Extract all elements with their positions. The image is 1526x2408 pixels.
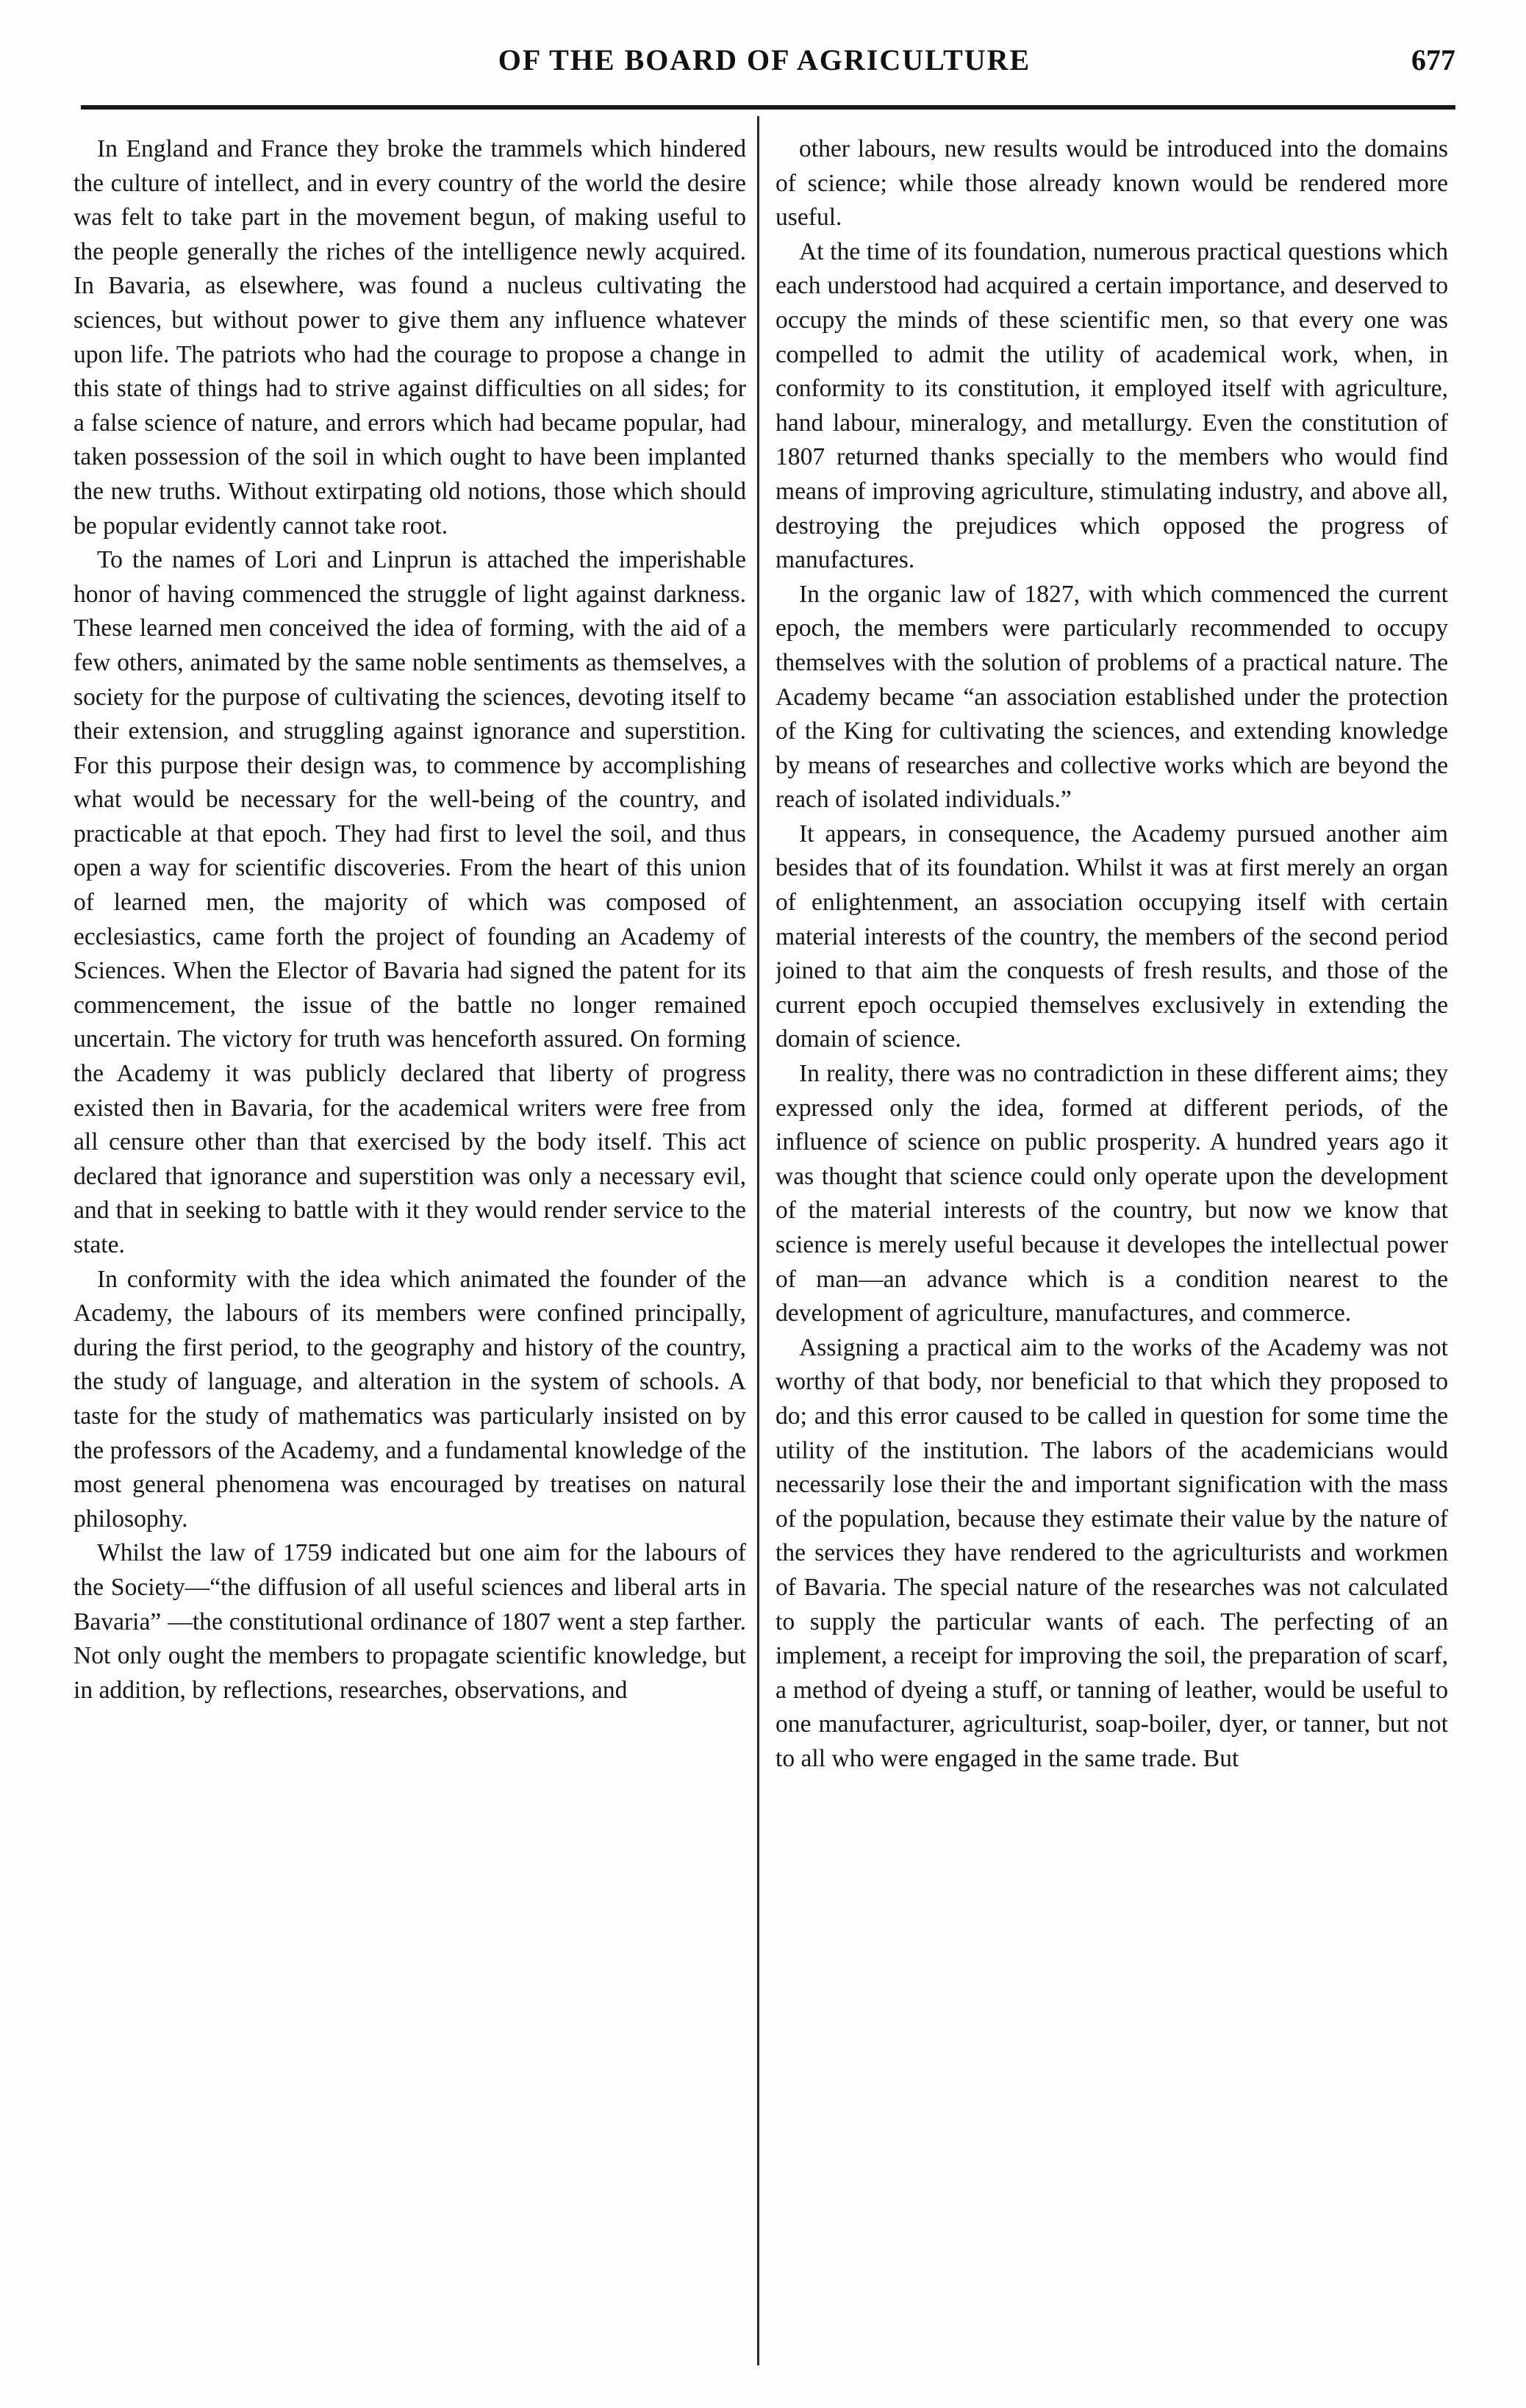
column-divider	[757, 116, 759, 2365]
left-column	[74, 132, 746, 2374]
paragraph: other labours, new results would be introduced into the domains of science; while those already known would be rendered more useful.	[775, 135, 1448, 232]
paragraph: Assigning a practical aim to the works of the Academy was not worthy of that body, nor beneficial to that which they proposed to do; and this error caused to be called in question for some time the utility of the institution. The labors of the academicians would necessarily lose their the and important signification with the mass of the population, because they estimate their value by the nature of the services they have rendered to the agriculturists and workmen of Bavaria. The special nature of the researches was not calculated to supply the particular wants of each. The perfecting of an implement, a receipt for improving the soil, the preparation of scarf, a method of dyeing a stuff, or tanning of leather, would be useful to one manufacturer, agriculturist, soap-boiler, dyer, or tanner, but not to all who were engaged in the same trade. But	[775, 1333, 1448, 1772]
paragraph: In England and France they broke the trammels which hindered the culture of intellect, and in every country of the world the desire was felt to take part in the movement begun, of making useful to the people generally the riches of the intelligence newly acquired. In Bavaria, as elsewhere, was found a nucleus cultivating the sciences, but without power to give them any influence whatever upon life. The patriots who had the courage to propose a change in this state of things had to strive against difficulties on all sides; for a false science of nature, and errors which had became popular, had taken possession of the soil in which ought to have been implanted the new truths. Without extirpating old notions, those which should be popular evidently cannot take root.	[74, 135, 746, 540]
paragraph: To the names of Lori and Linprun is attached the imperishable honor of having commenced the struggle of light against darkness. These learned men conceived the idea of forming, with the aid of a few others, animated by the same noble sentiments as themselves, a society for the purpose of cultivating the sciences, devoting itself to their extension, and struggling against ignorance and superstition. For this purpose their design was, to commence by accomplishing what would be necessary for the well-being of the country, and practicable at that epoch. They had first to level the soil, and thus open a way for scientific discoveries. From the heart of this union of learned men, the majority of which was composed of ecclesiastics, came forth the project of founding an Academy of Sciences. When the Elector of Bavaria had signed the patent for its commencement, the issue of the battle no longer remained uncertain. The victory for truth was henceforth assured. On forming the Academy it was publicly declared that liberty of progress existed then in Bavaria, for the academical writers were free from all censure other than that exercised by the body itself. This act declared that ignorance and superstition was only a necessary evil, and that in seeking to battle with it they would render service to the state.	[74, 546, 746, 1258]
running-title: OF THE BOARD OF AGRICULTURE	[498, 43, 1031, 76]
page-number: 677	[1411, 43, 1455, 76]
paragraph: In conformity with the idea which animated the founder of the Academy, the labours of its members were confined principally, during the first period, to the geography and history of the country, the study of language, and alteration in the system of schools. A taste for the study of mathematics was particularly insisted on by the professors of the Academy, and a fundamental knowledge of the most general phenomena was encouraged by treatises on natural philosophy.	[74, 1265, 746, 1533]
paragraph: At the time of its foundation, numerous practical questions which each understood had acquired a certain importance, and deserved to occupy the minds of these scientific men, so that every one was compelled to admit the utility of academical work, when, in conformity to its constitution, it employed itself with agriculture, hand labour, mineralogy, and metallurgy. Even the constitution of 1807 returned thanks specially to the members who would find means of improving agriculture, stimulating industry, and above all, destroying the prejudices which opposed the progress of manufactures.	[775, 237, 1448, 574]
page-header	[74, 43, 1455, 94]
paragraph: In the organic law of 1827, with which commenced the current epoch, the members were particularly recommended to occupy themselves with the solution of problems of a practical nature. The Academy became “an association established under the protection of the King for cultivating the sciences, and extending knowledge by means of researches and collective works which are beyond the reach of isolated individuals.”	[775, 580, 1448, 814]
right-column	[775, 132, 1448, 2374]
paragraph: In reality, there was no contradiction in these different aims; they expressed only the idea, formed at different periods, of the influence of science on public prosperity. A hundred years ago it was thought that science could only operate upon the development of the material interests of the country, but now we know that science is merely useful because it developes the intellectual power of man—an advance which is a condition nearest to the development of agriculture, manufactures, and commerce.	[775, 1060, 1448, 1327]
header-rule	[81, 105, 1455, 110]
paragraph: Whilst the law of 1759 indicated but one aim for the labours of the Society—“the diffusion of all useful sciences and liberal arts in Bavaria” —the constitutional ordinance of 1807 went a step farther. Not only ought the members to propagate scientific knowledge, but in addition, by reflections, researches, observations, and	[74, 1539, 746, 1704]
paragraph: It appears, in consequence, the Academy pursued another aim besides that of its foundation. Whilst it was at first merely an organ of enlightenment, an association occupying itself with certain material interests of the country, the members of the second period joined to that aim the conquests of fresh results, and those of the current epoch occupied themselves exclusively in extending the domain of science.	[775, 820, 1448, 1053]
